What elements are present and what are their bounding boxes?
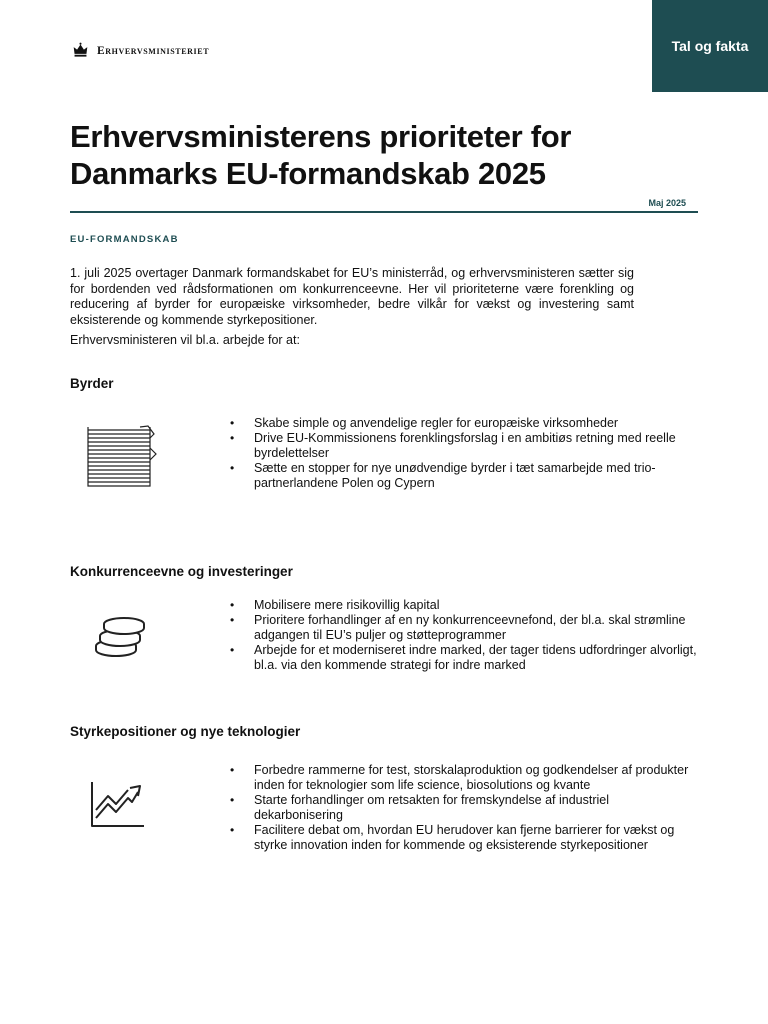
list-item: • Prioritere forhandlinger af en ny konkurrenceevnefond, der bl.a. skal strømline adgangen til EU’s puljer og støtteprogrammer: [230, 613, 700, 643]
byrder-bullet-list: [230, 416, 700, 491]
crown-icon: [72, 42, 89, 59]
section-title-styrkepositioner: Styrkepositioner og nye teknologier: [70, 724, 301, 739]
list-item: • Drive EU-Kommissionens forenklingsforslag i en ambitiøs retning med reelle byrdelettelser: [230, 431, 700, 461]
publication-date: Maj 2025: [648, 198, 686, 208]
ministry-name: Erhvervsministeriet: [97, 44, 210, 57]
list-item: • Facilitere debat om, hvordan EU herudover kan fjerne barrierer for vækst og styrke innovation inden for kommende og eksisterende styrkepositioner: [230, 823, 700, 853]
intro-paragraph: 1. juli 2025 overtager Danmark formandskabet for EU’s ministerråd, og erhvervsministeren sætter sig for bordenden ved rådsformationen om konkurrenceevne. Her vil prioriteterne være forenkling og reducering af byrder for europæiske virksomheder, bedre vilkår for vækst og investering samt eksisterende og kommende styrkepositioner.: [70, 266, 634, 327]
section-kicker: EU-FORMANDSKAB: [70, 234, 179, 245]
ministry-logo: [72, 42, 209, 59]
coin-stack-icon: [90, 610, 154, 663]
list-item: • Sætte en stopper for nye unødvendige byrder i tæt samarbejde med trio-partnerlandene Polen og Cypern: [230, 461, 700, 491]
paper-stack-icon: [84, 424, 160, 497]
publication-type-badge: [652, 0, 768, 92]
lead-sentence: Erhvervsministeren vil bl.a. arbejde for at:: [70, 333, 300, 347]
list-item: • Starte forhandlinger om retsakten for fremskyndelse af industriel dekarbonisering: [230, 793, 700, 823]
title-divider: [70, 211, 698, 213]
growth-chart-icon: [88, 778, 148, 837]
list-item: • Forbedre rammerne for test, storskalaproduktion og godkendelser af produkter inden for teknologier som life science, biosolutions og kvante: [230, 763, 700, 793]
page-title: Erhvervsministerens prioriteter for Danmarks EU-formandskab 2025: [70, 119, 572, 191]
section-title-konkurrenceevne: Konkurrenceevne og investeringer: [70, 564, 293, 579]
konkurrenceevne-bullet-list: [230, 598, 700, 673]
list-item: • Skabe simple og anvendelige regler for europæiske virksomheder: [230, 416, 700, 431]
styrkepositioner-bullet-list: [230, 763, 700, 853]
list-item: • Mobilisere mere risikovillig kapital: [230, 598, 700, 613]
badge-label: Tal og fakta: [671, 38, 749, 54]
list-item: • Arbejde for et moderniseret indre marked, der tager tidens udfordringer alvorligt, bl.a. via den kommende strategi for indre marked: [230, 643, 700, 673]
section-title-byrder: Byrder: [70, 376, 114, 391]
